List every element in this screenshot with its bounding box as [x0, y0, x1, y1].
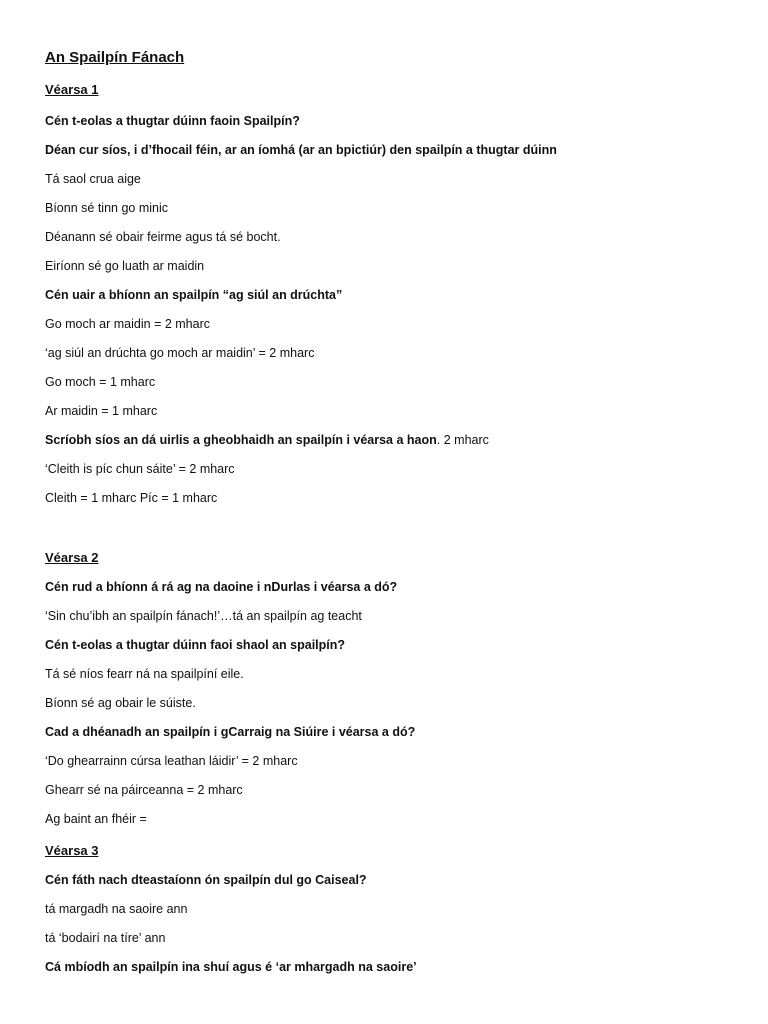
question-line: Cad a dhéanadh an spailpín i gCarraig na Siúire i véarsa a dó? — [45, 725, 416, 739]
answer-line: ‘Cleith is píc chun sáite’ = 2 mharc — [45, 462, 235, 476]
answer-line: Cleith = 1 mharc Píc = 1 mharc — [45, 491, 218, 505]
answer-line: Bíonn sé tinn go minic — [45, 201, 168, 215]
question-line: Cá mbíodh an spailpín ina shuí agus é ‘ar mhargadh na saoire’ — [45, 960, 417, 974]
section-heading-3: Véarsa 3 — [45, 843, 99, 858]
answer-line: Go moch ar maidin = 2 mharc — [45, 317, 210, 331]
question-line: Déan cur síos, i d’fhocail féin, ar an íomhá (ar an bpictiúr) den spailpín a thugtar dúinn — [45, 143, 557, 157]
section-heading-2: Véarsa 2 — [45, 550, 99, 565]
answer-line: Ag baint an fhéir = — [45, 812, 147, 826]
answer-line: Tá saol crua aige — [45, 172, 141, 186]
answer-line: Ar maidin = 1 mharc — [45, 404, 158, 418]
question-line: Cén uair a bhíonn an spailpín “ag siúl an drúchta” — [45, 288, 343, 302]
answer-line: tá margadh na saoire ann — [45, 902, 188, 916]
answer-line: Ghearr sé na páirceanna = 2 mharc — [45, 783, 243, 797]
answer-line: ‘Do ghearrainn cúrsa leathan láidir’ = 2 mharc — [45, 754, 298, 768]
question-line-with-mark — [45, 432, 489, 448]
answer-line: ‘ag siúl an drúchta go moch ar maidin’ = 2 mharc — [45, 346, 315, 360]
question-text: Scríobh síos an dá uirlis a gheobhaidh an spailpín i véarsa a haon — [45, 433, 437, 447]
answer-line: Déanann sé obair feirme agus tá sé bocht. — [45, 230, 281, 244]
question-line: Cén t-eolas a thugtar dúinn faoi shaol an spailpín? — [45, 638, 346, 652]
answer-line: tá ‘bodairí na tíre’ ann — [45, 931, 166, 945]
mark-text: . 2 mharc — [436, 433, 489, 447]
document-title: An Spailpín Fánach — [45, 49, 185, 66]
answer-line: Bíonn sé ag obair le súiste. — [45, 696, 196, 710]
section-heading-1: Véarsa 1 — [45, 82, 99, 97]
answer-line: Tá sé níos fearr ná na spailpíní eile. — [45, 667, 244, 681]
question-line: Cén fáth nach dteastaíonn ón spailpín dul go Caiseal? — [45, 873, 367, 887]
answer-line: ‘Sin chu’ibh an spailpín fánach!’…tá an spailpín ag teacht — [45, 609, 362, 623]
answer-line: Go moch = 1 mharc — [45, 375, 156, 389]
question-line: Cén rud a bhíonn á rá ag na daoine i nDurlas i véarsa a dó? — [45, 580, 398, 594]
question-line: Cén t-eolas a thugtar dúinn faoin Spailpín? — [45, 114, 300, 128]
answer-line: Eiríonn sé go luath ar maidin — [45, 259, 205, 273]
